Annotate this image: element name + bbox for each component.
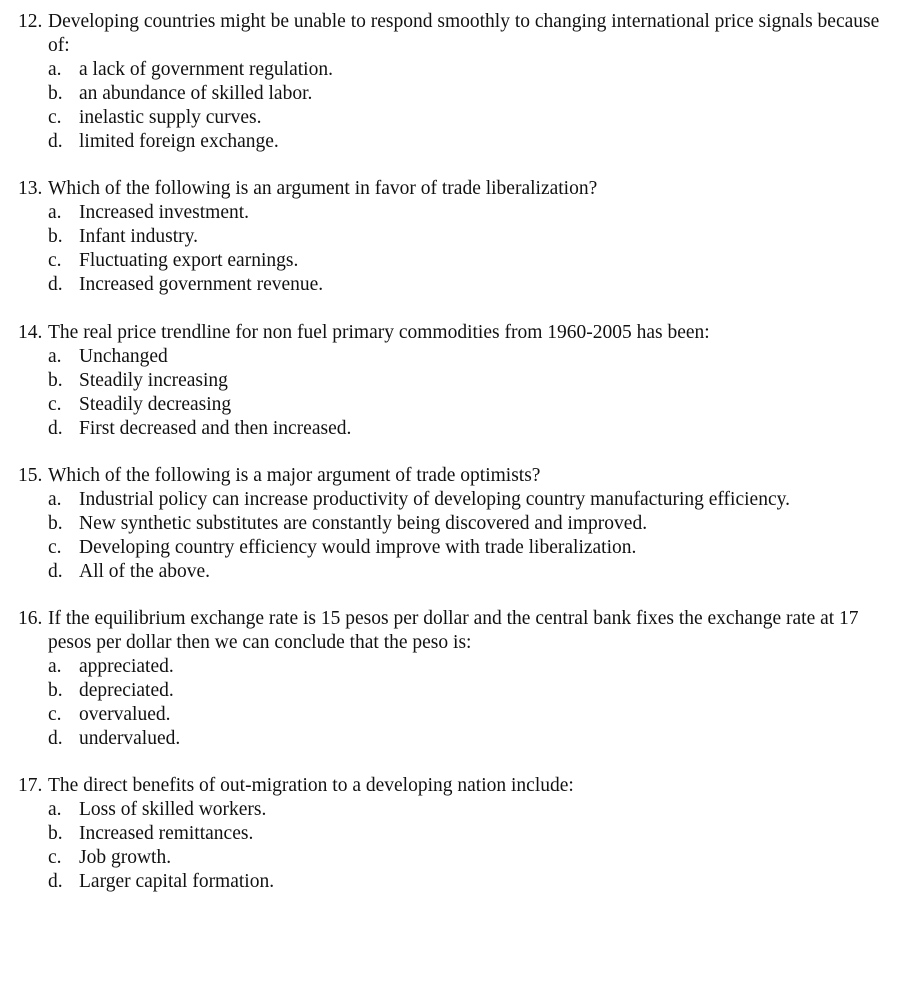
option-text: appreciated.	[79, 656, 174, 677]
question-number: 14.	[18, 322, 43, 343]
option-b	[18, 679, 898, 703]
option-b	[18, 512, 898, 536]
option-text: First decreased and then increased.	[79, 418, 352, 439]
option-text: Larger capital formation.	[79, 871, 275, 892]
option-letter: d.	[48, 728, 63, 749]
question-15	[18, 464, 898, 584]
option-text: Infant industry.	[79, 226, 198, 247]
option-letter: d.	[48, 418, 63, 439]
question-number: 16.	[18, 608, 43, 629]
option-letter: c.	[48, 250, 62, 271]
option-letter: b.	[48, 680, 63, 701]
option-letter: a.	[48, 59, 62, 80]
question-12	[18, 10, 898, 154]
question-stem	[18, 177, 898, 201]
question-stem	[18, 607, 898, 655]
question-number: 17.	[18, 775, 43, 796]
option-text: Steadily increasing	[79, 370, 228, 391]
option-b	[18, 225, 898, 249]
option-letter: b.	[48, 83, 63, 104]
question-text: Which of the following is an argument in favor of trade liberalization?	[48, 178, 598, 199]
option-letter: a.	[48, 656, 62, 677]
option-c	[18, 846, 898, 870]
option-text: a lack of government regulation.	[79, 59, 333, 80]
option-letter: d.	[48, 871, 63, 892]
option-letter: c.	[48, 704, 62, 725]
option-letter: b.	[48, 370, 63, 391]
option-c	[18, 536, 898, 560]
option-text: Industrial policy can increase productivity of developing country manufacturing efficiency.	[79, 489, 790, 510]
option-letter: b.	[48, 823, 63, 844]
option-letter: c.	[48, 394, 62, 415]
answer-options	[18, 345, 898, 441]
option-text: Loss of skilled workers.	[79, 799, 267, 820]
option-d	[18, 273, 898, 297]
option-letter: d.	[48, 131, 63, 152]
question-stem	[18, 321, 898, 345]
question-number: 15.	[18, 465, 43, 486]
option-a	[18, 655, 898, 679]
question-text: If the equilibrium exchange rate is 15 pesos per dollar and the central bank fixes the exchange rate at 17 pesos per dollar then we can conclude that the peso is:	[48, 608, 859, 653]
option-letter: c.	[48, 537, 62, 558]
option-text: overvalued.	[79, 704, 171, 725]
question-16	[18, 607, 898, 751]
option-text: depreciated.	[79, 680, 174, 701]
option-letter: a.	[48, 799, 62, 820]
question-14	[18, 321, 898, 441]
answer-options	[18, 655, 898, 751]
option-d	[18, 417, 898, 441]
option-d	[18, 870, 898, 894]
question-stem	[18, 10, 898, 58]
option-a	[18, 58, 898, 82]
option-text: undervalued.	[79, 728, 181, 749]
option-letter: c.	[48, 107, 62, 128]
question-text: The real price trendline for non fuel primary commodities from 1960-2005 has been:	[48, 322, 710, 343]
option-letter: a.	[48, 202, 62, 223]
option-text: Steadily decreasing	[79, 394, 232, 415]
option-letter: a.	[48, 489, 62, 510]
option-text: Increased investment.	[79, 202, 250, 223]
option-a	[18, 345, 898, 369]
question-text: The direct benefits of out-migration to a developing nation include:	[48, 775, 574, 796]
option-d	[18, 130, 898, 154]
option-b	[18, 82, 898, 106]
option-text: New synthetic substitutes are constantly being discovered and improved.	[79, 513, 648, 534]
option-d	[18, 727, 898, 751]
question-17	[18, 774, 898, 894]
option-text: an abundance of skilled labor.	[79, 83, 313, 104]
question-number: 12.	[18, 11, 43, 32]
option-b	[18, 822, 898, 846]
option-letter: a.	[48, 346, 62, 367]
question-13	[18, 177, 898, 297]
question-number: 13.	[18, 178, 43, 199]
option-text: Increased government revenue.	[79, 274, 324, 295]
answer-options	[18, 488, 898, 584]
option-text: limited foreign exchange.	[79, 131, 279, 152]
option-letter: b.	[48, 513, 63, 534]
option-letter: b.	[48, 226, 63, 247]
option-text: Increased remittances.	[79, 823, 254, 844]
option-text: Fluctuating export earnings.	[79, 250, 299, 271]
option-d	[18, 560, 898, 584]
option-letter: d.	[48, 561, 63, 582]
option-a	[18, 201, 898, 225]
answer-options	[18, 58, 898, 154]
question-stem	[18, 464, 898, 488]
option-text: Unchanged	[79, 346, 168, 367]
question-text: Developing countries might be unable to respond smoothly to changing international price signals because of:	[48, 11, 880, 56]
option-c	[18, 106, 898, 130]
option-letter: c.	[48, 847, 62, 868]
option-text: Job growth.	[79, 847, 172, 868]
option-c	[18, 249, 898, 273]
answer-options	[18, 201, 898, 297]
option-text: Developing country efficiency would improve with trade liberalization.	[79, 537, 637, 558]
answer-options	[18, 798, 898, 894]
option-letter: d.	[48, 274, 63, 295]
question-stem	[18, 774, 898, 798]
option-a	[18, 488, 898, 512]
option-b	[18, 369, 898, 393]
option-c	[18, 393, 898, 417]
option-c	[18, 703, 898, 727]
question-text: Which of the following is a major argument of trade optimists?	[48, 465, 541, 486]
option-text: inelastic supply curves.	[79, 107, 262, 128]
option-a	[18, 798, 898, 822]
option-text: All of the above.	[79, 561, 211, 582]
